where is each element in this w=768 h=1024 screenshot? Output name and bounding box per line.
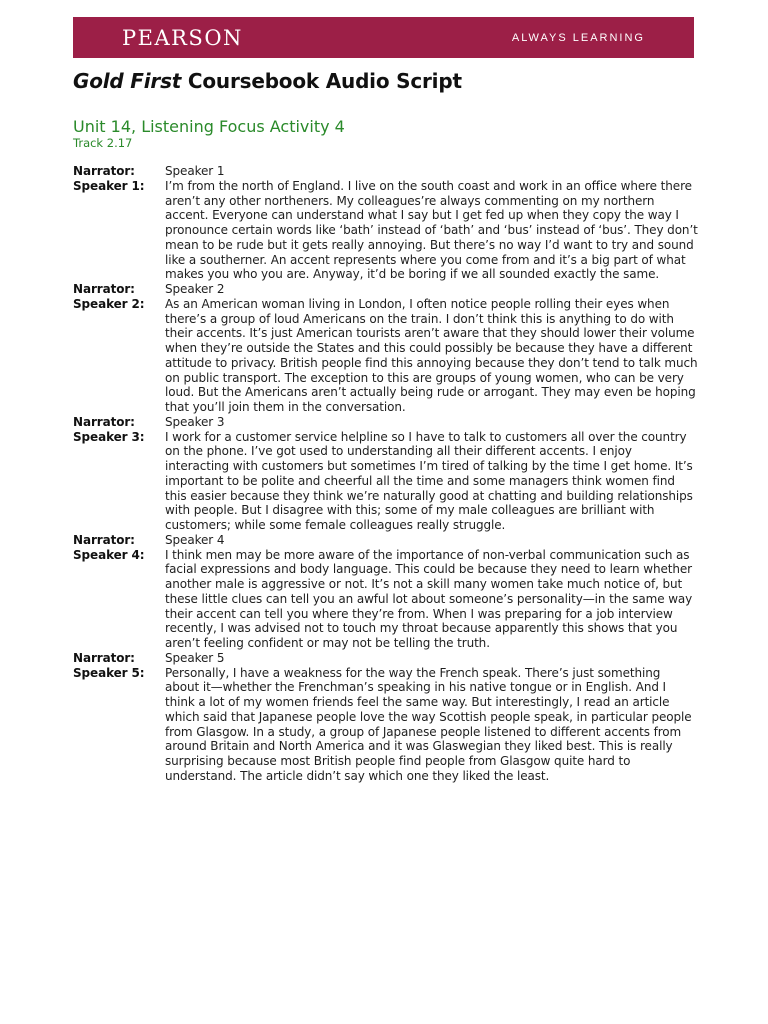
script-turn (73, 430, 698, 533)
script-turn (73, 666, 698, 784)
speaker-label: Narrator: (73, 164, 135, 178)
script-turn (73, 533, 698, 548)
speaker-label: Speaker 4: (73, 547, 145, 562)
speaker-label: Speaker 3: (73, 429, 145, 444)
audio-script (73, 164, 698, 784)
unit-heading: Unit 14, Listening Focus Activity 4 (73, 117, 345, 136)
script-turn (73, 651, 698, 666)
script-turn (73, 282, 698, 297)
speaker-text: I work for a customer service helpline so I have to talk to customers all over the country on the phone. I’ve got used to understanding all their different accents. I enjoy interacting with customers but sometimes I’m tired of talking by the time I get home. It’s important to be polite and cheerful all the time and some managers think women find this easier because they think we’re naturally good at chatting and building relationships with people. But I disagree with this; some of my male colleagues are brilliant with customers; while some female colleagues really struggle. (165, 429, 693, 532)
speaker-label: Narrator: (73, 414, 135, 429)
speaker-text: Speaker 5 (165, 650, 225, 665)
pearson-logo: PEARSON (122, 26, 243, 50)
speaker-text: As an American woman living in London, I often notice people rolling their eyes when there’s a group of loud Americans on the train. I don’t think this is anything to do with their accents. It’s just American tourists aren’t aware that they should lower their volume when they’re outside the States and this could possibly be because they have a different attitude to privacy. British people find this annoying because they don’t tend to talk much on public transport. The exception to this are groups of young women, who can be very loud. But the Americans aren’t actually being rude or arrogant. They may even be hoping that you’ll join them in the conversation. (165, 296, 698, 414)
speaker-text: Personally, I have a weakness for the way the French speak. There’s just something about it—whether the Frenchman’s speaking in his native tongue or in English. And I think a lot of my women friends feel the same way. But interestingly, I read an article which said that Japanese people love the way Scottish people speak, in particular people from Glasgow. In a study, a group of Japanese people listened to different accents from around Britain and North America and it was Glaswegian they liked best. This is really surprising because most British people find people from Glasgow quite hard to understand. The article didn’t say which one they liked the least. (165, 665, 692, 783)
script-turn (73, 179, 698, 282)
speaker-label: Speaker 2: (73, 296, 145, 311)
speaker-text: Speaker 1 (165, 164, 225, 178)
speaker-label: Narrator: (73, 532, 135, 547)
script-turn (73, 297, 698, 415)
speaker-text: Speaker 3 (165, 414, 225, 429)
speaker-label: Narrator: (73, 650, 135, 665)
script-turn (73, 548, 698, 651)
track-number: Track 2.17 (73, 136, 133, 150)
document-title (73, 68, 462, 94)
speaker-text: Speaker 4 (165, 532, 225, 547)
speaker-text: I’m from the north of England. I live on the south coast and work in an office where there aren’t any other northeners. My colleagues’re always commenting on my northern accent. Everyone can understand what I say but I get fed up when they copy the way I pronounce certain words like ‘bath’ instead of ‘bath’ and ‘bus’ instead of ‘bus’. They don’t mean to be rude but it gets really annoying. But there’s no way I’d want to try and sound like a southerner. An accent represents where you come from and it’s a big part of what makes you who you are. Anyway, it’d be boring if we all sounded exactly the same. (165, 178, 698, 282)
document-title-rest: Coursebook Audio Script (181, 69, 462, 93)
speaker-label: Narrator: (73, 282, 135, 296)
speaker-label: Speaker 5: (73, 665, 145, 680)
speaker-text: I think men may be more aware of the importance of non-verbal communication such as facial expressions and body language. This could be because they need to learn whether another male is aggressive or not. It’s not a skill many women take much notice of, but these little clues can tell you an awful lot about someone’s personality—in the same way their accent can tell you where they’re from. When I was preparing for a job interview recently, I was advised not to touch my throat because apparently this shows that you aren’t feeling confident or may not be telling the truth. (165, 547, 693, 650)
script-turn (73, 415, 698, 430)
document-title-italic: Gold First (73, 69, 182, 93)
header-tagline: ALWAYS LEARNING (511, 32, 645, 44)
script-turn (73, 164, 698, 179)
speaker-label: Speaker 1: (73, 178, 145, 193)
speaker-text: Speaker 2 (165, 282, 225, 296)
pearson-header-banner (73, 17, 694, 58)
